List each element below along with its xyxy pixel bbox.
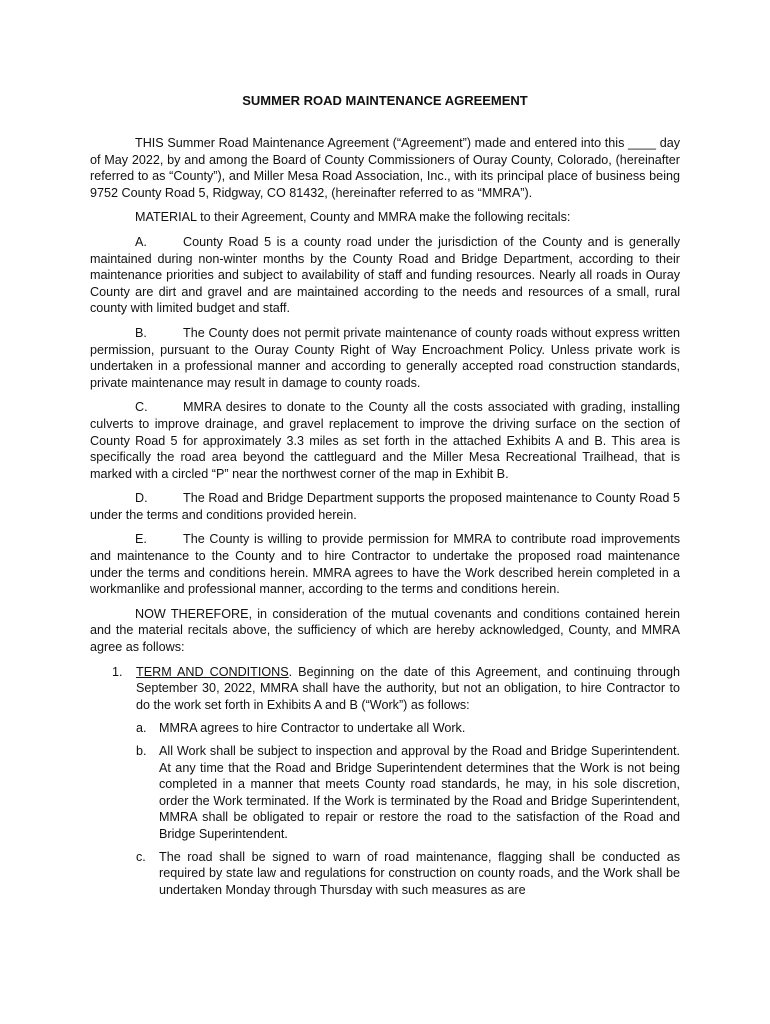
recital-text: The Road and Bridge Department supports the proposed maintenance to County Road 5 under the terms and conditions provided herein. — [90, 491, 680, 522]
material-paragraph: MATERIAL to their Agreement, County and MMRA make the following recitals: — [135, 210, 571, 225]
recital-c — [90, 399, 680, 482]
document-body — [90, 135, 680, 904]
recital-text: County Road 5 is a county road under the jurisdiction of the County and is generally maintained during non-winter months by the County Road and Bridge Department, according to their maintenance priorities and subject to availability of staff and funding resources. Nearly all roads in Ouray County are dirt and gravel and are maintained according to the needs and resources of a small, rural county with limited budget and staff. — [90, 234, 680, 316]
now-therefore-paragraph: NOW THEREFORE, in consideration of the mutual covenants and conditions contained herein and the material recitals above, the sufficiency of which are hereby acknowledged, County, and MMRA agree as follows: — [90, 606, 680, 655]
item-text: All Work shall be subject to inspection and approval by the Road and Bridge Superintendent. At any time that the Road and Bridge Superintendent determines that the Work is not being completed in a manner that meets County road standards, he may, in his sole discretion, order the Work terminated. If the Work is terminated by the Road and Bridge Superintendent, MMRA shall be obligated to repair or restore the road to the satisfaction of the Road and Bridge Superintendent. — [159, 744, 680, 841]
recital-a — [90, 234, 680, 317]
recital-text: The County is willing to provide permission for MMRA to contribute road improvements and maintenance to the County and to hire Contractor to undertake the proposed road maintenance under the terms and conditions herein. MMRA agrees to have the Work described herein completed in a workmanlike and professional manner, according to the terms and conditions herein. — [90, 532, 680, 597]
section-text: . Beginning on the date of this Agreement, and continuing through September 30, 2022, MMRA shall have the authority, but not an obligation, to hire Contractor to do the work set forth in Exhibits A and B (“Work”) as follows: — [136, 664, 680, 712]
section-1 — [90, 664, 680, 714]
document-title: SUMMER ROAD MAINTENANCE AGREEMENT — [242, 93, 528, 108]
recital-d — [90, 490, 680, 523]
recital-letter: D. — [135, 491, 148, 506]
intro-paragraph: THIS Summer Road Maintenance Agreement (“Agreement”) made and entered into this ____ day of May 2022, by and among the Board of County Commissioners of Ouray County, Colorado, (hereinafter referred to as “County”), and Miller Mesa Road Association, Inc., with its principal place of business being 9752 County Road 5, Ridgway, CO 81432, (hereinafter referred to as “MMRA”). — [90, 136, 680, 200]
recital-text: The County does not permit private maintenance of county roads without express written permission, pursuant to the Ouray County Right of Way Encroachment Policy. Unless private work is undertaken in a professional manner and according to generally accepted road construction standards, private maintenance may result in damage to county roads. — [90, 325, 680, 390]
section-1-item-c — [90, 849, 680, 899]
item-letter: b. — [136, 744, 147, 758]
item-letter: c. — [136, 849, 146, 864]
recital-b — [90, 325, 680, 391]
section-heading: TERM AND CONDITIONS — [136, 664, 289, 679]
section-1-item-a — [90, 720, 680, 737]
recital-e — [90, 531, 680, 597]
recital-letter: E. — [135, 532, 147, 547]
recital-letter: B. — [135, 325, 147, 340]
item-text: The road shall be signed to warn of road maintenance, flagging shall be conducted as required by state law and regulations for construction on county roads, and the Work shall be undertaken Monday through Thursday with such measures as are — [159, 849, 680, 897]
section-number: 1. — [112, 664, 123, 679]
recital-letter: C. — [135, 400, 148, 415]
recital-text: MMRA desires to donate to the County all the costs associated with grading, installing culverts to improve drainage, and gravel replacement to improve the driving surface on the section of County Road 5 for approximately 3.3 miles as set forth in the attached Exhibits A and B. This area is specifically the road area beyond the cattleguard and the Miller Mesa Recreational Trailhead, that is marked with a circled “P” near the northwest corner of the map in Exhibit B. — [90, 400, 680, 481]
section-1-item-b — [90, 743, 680, 843]
item-letter: a. — [136, 721, 147, 736]
item-text: MMRA agrees to hire Contractor to undertake all Work. — [159, 721, 466, 736]
recital-letter: A. — [135, 234, 147, 249]
